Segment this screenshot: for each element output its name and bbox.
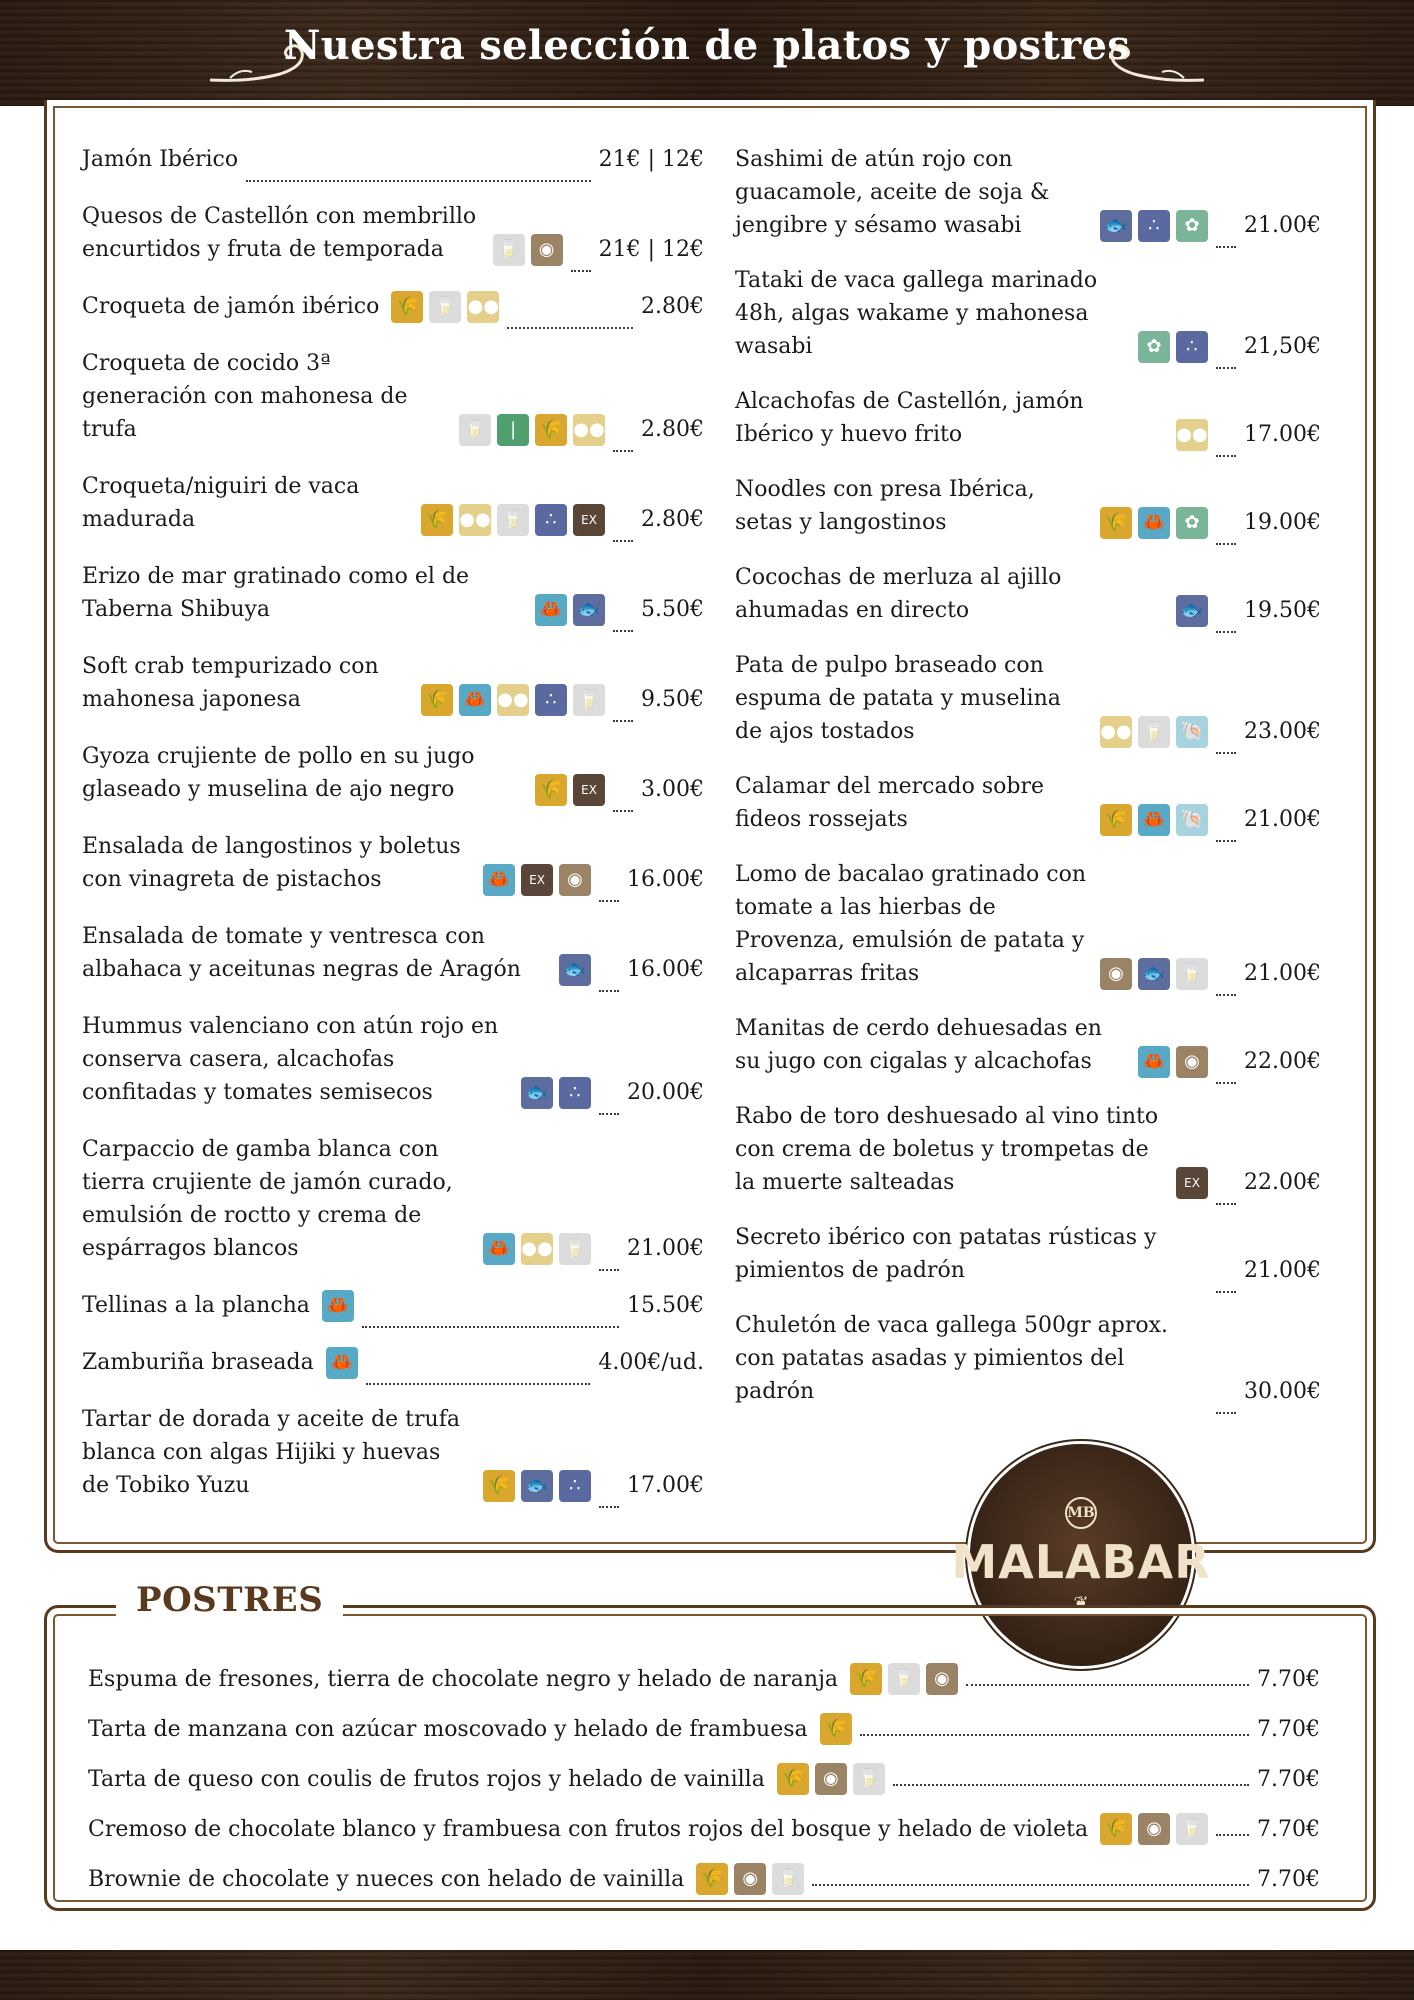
menu-item bbox=[82, 347, 704, 446]
menu-item bbox=[82, 650, 704, 716]
logo-ornament-icon: ❦ bbox=[1073, 1592, 1089, 1614]
leader-dots bbox=[599, 900, 619, 902]
leader-dots bbox=[1216, 455, 1236, 457]
dessert-item bbox=[88, 1804, 1320, 1854]
dessert-price: 7.70€ bbox=[1257, 1716, 1320, 1742]
menu-item-name: Secreto ibérico con patatas rústicas y pimientos de padrón bbox=[735, 1225, 1157, 1283]
soy-allergen-icon: ∴ bbox=[1176, 331, 1208, 363]
menu-item-price: 30.00€ bbox=[1244, 1379, 1321, 1404]
soy-allergen-icon: ∴ bbox=[1138, 210, 1170, 242]
leader-dots bbox=[613, 630, 633, 632]
crustacean-allergen-icon: 🦀 bbox=[1138, 1046, 1170, 1078]
milk-allergen-icon: 🥛 bbox=[1176, 958, 1208, 990]
milk-allergen-icon: 🥛 bbox=[853, 1763, 885, 1795]
menu-item-name: Quesos de Castellón con membrillo encurtidos y fruta de temporada bbox=[82, 204, 477, 262]
menu-item bbox=[82, 560, 704, 626]
egg-allergen-icon: ●● bbox=[521, 1233, 553, 1265]
allergen-icons bbox=[559, 954, 591, 986]
milk-allergen-icon: 🥛 bbox=[497, 504, 529, 536]
allergen-icons bbox=[322, 1290, 354, 1322]
dessert-price: 7.70€ bbox=[1257, 1816, 1320, 1842]
fish-allergen-icon: 🐟 bbox=[1138, 958, 1170, 990]
menu-item-price: 16.00€ bbox=[627, 957, 704, 982]
menu-item-name: Ensalada de tomate y ventresca con albahaca y aceitunas negras de Aragón bbox=[82, 924, 521, 982]
menu-item-name: Cocochas de merluza al ajillo ahumadas en directo bbox=[735, 565, 1062, 623]
crustacean-allergen-icon: 🦀 bbox=[535, 594, 567, 626]
leader-dots bbox=[1216, 994, 1236, 996]
allergen-icons bbox=[1176, 1167, 1208, 1199]
right-menu-column bbox=[735, 143, 1321, 1430]
allergen-icons bbox=[1176, 595, 1208, 627]
milk-allergen-icon: 🥛 bbox=[1138, 716, 1170, 748]
crustacean-allergen-icon: 🦀 bbox=[1138, 507, 1170, 539]
menu-item-price: 21€ | 12€ bbox=[598, 147, 704, 172]
allergen-icons bbox=[391, 291, 499, 323]
menu-item bbox=[82, 740, 704, 806]
menu-item-price: 3.00€ bbox=[641, 777, 704, 802]
allergen-icons bbox=[1100, 1813, 1208, 1845]
leader-dots bbox=[599, 990, 619, 992]
sulphite-allergen-icon: EX bbox=[1176, 1167, 1208, 1199]
fish-allergen-icon: 🐟 bbox=[559, 954, 591, 986]
menu-item-name: Tataki de vaca gallega marinado 48h, algas wakame y mahonesa wasabi bbox=[735, 268, 1098, 359]
leader-dots bbox=[1216, 543, 1236, 545]
menu-item-name: Calamar del mercado sobre fideos rossejats bbox=[735, 774, 1045, 832]
gluten-allergen-icon: 🌾 bbox=[421, 504, 453, 536]
menu-item-name: Manitas de cerdo dehuesadas en su jugo con cigalas y alcachofas bbox=[735, 1016, 1102, 1074]
leader-dots bbox=[812, 1884, 1249, 1886]
gluten-allergen-icon: 🌾 bbox=[421, 684, 453, 716]
dessert-name: Tarta de queso con coulis de frutos rojos y helado de vainilla bbox=[88, 1766, 765, 1792]
sulphite-allergen-icon: EX bbox=[573, 504, 605, 536]
leader-dots bbox=[1216, 1412, 1236, 1414]
allergen-icons bbox=[1100, 507, 1208, 539]
menu-item bbox=[735, 143, 1321, 242]
nuts-allergen-icon: ◉ bbox=[559, 864, 591, 896]
nuts-allergen-icon: ◉ bbox=[1176, 1046, 1208, 1078]
milk-allergen-icon: 🥛 bbox=[459, 414, 491, 446]
left-menu-column bbox=[82, 143, 704, 1526]
nuts-allergen-icon: ◉ bbox=[531, 234, 563, 266]
leader-dots bbox=[613, 540, 633, 542]
menu-item-price: 17.00€ bbox=[627, 1473, 704, 1498]
menu-item-name: Ensalada de langostinos y boletus con vinagreta de pistachos bbox=[82, 834, 461, 892]
milk-allergen-icon: 🥛 bbox=[559, 1233, 591, 1265]
milk-allergen-icon: 🥛 bbox=[573, 684, 605, 716]
menu-item bbox=[735, 1012, 1321, 1078]
allergen-icons bbox=[820, 1713, 852, 1745]
footer-bar bbox=[0, 1950, 1414, 2000]
gluten-allergen-icon: 🌾 bbox=[535, 774, 567, 806]
leader-dots bbox=[507, 327, 633, 329]
menu-item-name: Lomo de bacalao gratinado con tomate a las hierbas de Provenza, emulsión de patata y alcaparras fritas bbox=[735, 862, 1087, 986]
menu-item-price: 2.80€ bbox=[641, 294, 704, 319]
crustacean-allergen-icon: 🦀 bbox=[326, 1347, 358, 1379]
crustacean-allergen-icon: 🦀 bbox=[322, 1290, 354, 1322]
soy-allergen-icon: ∴ bbox=[535, 684, 567, 716]
menu-item-name: Croqueta de cocido 3ª generación con mahonesa de trufa bbox=[82, 351, 408, 442]
menu-item-price: 19.50€ bbox=[1244, 598, 1321, 623]
crustacean-allergen-icon: 🦀 bbox=[1138, 804, 1170, 836]
leader-dots bbox=[893, 1784, 1249, 1786]
menu-item-name: Rabo de toro deshuesado al vino tinto con crema de boletus y trompetas de la muerte salteadas bbox=[735, 1104, 1159, 1195]
allergen-icons bbox=[483, 864, 591, 896]
gluten-allergen-icon: 🌾 bbox=[777, 1763, 809, 1795]
nuts-allergen-icon: ◉ bbox=[1100, 958, 1132, 990]
egg-allergen-icon: ●● bbox=[467, 291, 499, 323]
menu-item-name: Tartar de dorada y aceite de trufa blanca con algas Hijiki y huevas de Tobiko Yuzu bbox=[82, 1407, 460, 1498]
leader-dots bbox=[599, 1506, 619, 1508]
allergen-icons bbox=[521, 1077, 591, 1109]
leader-dots bbox=[1216, 840, 1236, 842]
menu-item-name: Alcachofas de Castellón, jamón Ibérico y huevo frito bbox=[735, 389, 1084, 447]
menu-item-price: 22.00€ bbox=[1244, 1049, 1321, 1074]
nuts-allergen-icon: ◉ bbox=[734, 1863, 766, 1895]
mollusc-allergen-icon: 🐚 bbox=[1176, 716, 1208, 748]
menu-item bbox=[735, 473, 1321, 539]
menu-item bbox=[82, 1346, 704, 1379]
menu-item-name: Chuletón de vaca gallega 500gr aprox. con patatas asadas y pimientos del padrón bbox=[735, 1313, 1168, 1404]
dessert-item bbox=[88, 1704, 1320, 1754]
menu-item bbox=[735, 264, 1321, 363]
menu-item-name: Jamón Ibérico bbox=[82, 147, 239, 172]
allergen-icons bbox=[1100, 958, 1208, 990]
egg-allergen-icon: ●● bbox=[459, 504, 491, 536]
leader-dots bbox=[599, 1113, 619, 1115]
leader-dots bbox=[1216, 367, 1236, 369]
allergen-icons bbox=[777, 1763, 885, 1795]
menu-item-name: Gyoza crujiente de pollo en su jugo glaseado y muselina de ajo negro bbox=[82, 744, 475, 802]
desserts-list bbox=[88, 1654, 1320, 1904]
dessert-item bbox=[88, 1754, 1320, 1804]
gluten-allergen-icon: 🌾 bbox=[696, 1863, 728, 1895]
leader-dots bbox=[1216, 1291, 1236, 1293]
menu-item-price: 17.00€ bbox=[1244, 422, 1321, 447]
allergen-icons bbox=[535, 774, 605, 806]
menu-item bbox=[82, 143, 704, 176]
desserts-title: POSTRES bbox=[116, 1580, 343, 1620]
menu-item bbox=[735, 1100, 1321, 1199]
milk-allergen-icon: 🥛 bbox=[429, 291, 461, 323]
right-flourish-icon bbox=[1094, 38, 1204, 88]
fish-allergen-icon: 🐟 bbox=[1176, 595, 1208, 627]
menu-item-name: Hummus valenciano con atún rojo en conserva casera, alcachofas confitadas y tomates semisecos bbox=[82, 1014, 499, 1105]
leader-dots bbox=[860, 1734, 1249, 1736]
menu-item bbox=[735, 1309, 1321, 1408]
leader-dots bbox=[1216, 246, 1236, 248]
allergen-icons bbox=[483, 1470, 591, 1502]
menu-item-price: 23.00€ bbox=[1244, 719, 1321, 744]
menu-item bbox=[82, 1289, 704, 1322]
crustacean-allergen-icon: 🦀 bbox=[483, 864, 515, 896]
allergen-icons bbox=[1176, 419, 1208, 451]
logo-text: MALABAR bbox=[951, 1534, 1211, 1589]
fish-allergen-icon: 🐟 bbox=[1100, 210, 1132, 242]
menu-item bbox=[735, 858, 1321, 990]
menu-item-price: 21.00€ bbox=[1244, 807, 1321, 832]
menu-item-name: Soft crab tempurizado con mahonesa japonesa bbox=[82, 654, 379, 712]
egg-allergen-icon: ●● bbox=[573, 414, 605, 446]
menu-item-price: 21.00€ bbox=[1244, 213, 1321, 238]
sulphite-allergen-icon: EX bbox=[521, 864, 553, 896]
menu-item-price: 15.50€ bbox=[627, 1293, 704, 1318]
gluten-allergen-icon: 🌾 bbox=[391, 291, 423, 323]
menu-item bbox=[82, 290, 704, 323]
menu-item-price: 21.00€ bbox=[627, 1236, 704, 1261]
menu-item-price: 2.80€ bbox=[641, 507, 704, 532]
dessert-price: 7.70€ bbox=[1257, 1866, 1320, 1892]
dessert-item bbox=[88, 1654, 1320, 1704]
mollusc-allergen-icon: 🐚 bbox=[1176, 804, 1208, 836]
menu-item bbox=[82, 1403, 704, 1502]
leader-dots bbox=[571, 270, 591, 272]
menu-item bbox=[82, 1010, 704, 1109]
allergen-icons bbox=[483, 1233, 591, 1265]
leader-dots bbox=[362, 1326, 619, 1328]
menu-item-price: 20.00€ bbox=[627, 1080, 704, 1105]
menu-item-price: 21€ | 12€ bbox=[598, 237, 704, 262]
allergen-icons bbox=[1138, 331, 1208, 363]
menu-item-price: 21,50€ bbox=[1244, 334, 1321, 359]
crustacean-allergen-icon: 🦀 bbox=[459, 684, 491, 716]
menu-item bbox=[735, 561, 1321, 627]
allergen-icons bbox=[850, 1663, 958, 1695]
menu-item-price: 21.00€ bbox=[1244, 1258, 1321, 1283]
leader-dots bbox=[613, 720, 633, 722]
menu-item-name: Zamburiña braseada bbox=[82, 1350, 314, 1375]
gluten-allergen-icon: 🌾 bbox=[1100, 1813, 1132, 1845]
menu-item-price: 22.00€ bbox=[1244, 1170, 1321, 1195]
fish-allergen-icon: 🐟 bbox=[521, 1470, 553, 1502]
leader-dots bbox=[246, 180, 590, 182]
menu-item-price: 4.00€/ud. bbox=[598, 1350, 704, 1375]
menu-item bbox=[735, 1221, 1321, 1287]
allergen-icons bbox=[421, 684, 605, 716]
gluten-allergen-icon: 🌾 bbox=[483, 1470, 515, 1502]
dessert-name: Brownie de chocolate y nueces con helado de vainilla bbox=[88, 1866, 685, 1892]
nuts-allergen-icon: ◉ bbox=[815, 1763, 847, 1795]
leader-dots bbox=[613, 450, 633, 452]
leader-dots bbox=[1216, 1082, 1236, 1084]
menu-item-name: Erizo de mar gratinado como el de Taberna Shibuya bbox=[82, 564, 470, 622]
menu-item bbox=[735, 649, 1321, 748]
menu-item bbox=[82, 470, 704, 536]
nuts-allergen-icon: ◉ bbox=[926, 1663, 958, 1695]
menu-item-name: Croqueta de jamón ibérico bbox=[82, 294, 380, 319]
dessert-price: 7.70€ bbox=[1257, 1666, 1320, 1692]
leader-dots bbox=[1216, 1834, 1249, 1836]
menu-item bbox=[82, 200, 704, 266]
menu-item-price: 21.00€ bbox=[1244, 961, 1321, 986]
crustacean-allergen-icon: 🦀 bbox=[483, 1233, 515, 1265]
allergen-icons bbox=[535, 594, 605, 626]
leader-dots bbox=[366, 1383, 591, 1385]
leader-dots bbox=[613, 810, 633, 812]
egg-allergen-icon: ●● bbox=[1100, 716, 1132, 748]
nuts-allergen-icon: ◉ bbox=[1138, 1813, 1170, 1845]
gluten-allergen-icon: 🌾 bbox=[1100, 804, 1132, 836]
dessert-price: 7.70€ bbox=[1257, 1766, 1320, 1792]
milk-allergen-icon: 🥛 bbox=[493, 234, 525, 266]
menu-item-name: Sashimi de atún rojo con guacamole, aceite de soja & jengibre y sésamo wasabi bbox=[735, 147, 1050, 238]
leader-dots bbox=[1216, 631, 1236, 633]
mustard-allergen-icon: ✿ bbox=[1176, 507, 1208, 539]
dessert-item bbox=[88, 1854, 1320, 1904]
header-bar bbox=[0, 0, 1414, 106]
allergen-icons bbox=[1100, 716, 1208, 748]
egg-allergen-icon: ●● bbox=[497, 684, 529, 716]
menu-item bbox=[82, 920, 704, 986]
milk-allergen-icon: 🥛 bbox=[1176, 1813, 1208, 1845]
soy-allergen-icon: ∴ bbox=[559, 1470, 591, 1502]
menu-item-price: 2.80€ bbox=[641, 417, 704, 442]
milk-allergen-icon: 🥛 bbox=[888, 1663, 920, 1695]
leader-dots bbox=[1216, 1203, 1236, 1205]
menu-item bbox=[82, 1133, 704, 1265]
allergen-icons bbox=[1100, 804, 1208, 836]
leader-dots bbox=[1216, 752, 1236, 754]
menu-item bbox=[735, 385, 1321, 451]
menu-item-price: 19.00€ bbox=[1244, 510, 1321, 535]
menu-item-price: 9.50€ bbox=[641, 687, 704, 712]
gluten-allergen-icon: 🌾 bbox=[850, 1663, 882, 1695]
gluten-allergen-icon: 🌾 bbox=[535, 414, 567, 446]
soy-allergen-icon: ∴ bbox=[559, 1077, 591, 1109]
logo-badge: MB bbox=[1065, 1497, 1097, 1529]
gluten-allergen-icon: 🌾 bbox=[820, 1713, 852, 1745]
menu-item-name: Carpaccio de gamba blanca con tierra crujiente de jamón curado, emulsión de roctto y crema de espárragos blancos bbox=[82, 1137, 453, 1261]
menu-item-price: 5.50€ bbox=[641, 597, 704, 622]
mustard-allergen-icon: ✿ bbox=[1176, 210, 1208, 242]
leader-dots bbox=[966, 1684, 1249, 1686]
sulphite-allergen-icon: EX bbox=[573, 774, 605, 806]
menu-item-name: Noodles con presa Ibérica, setas y langostinos bbox=[735, 477, 1035, 535]
dessert-name: Cremoso de chocolate blanco y frambuesa con frutos rojos del bosque y helado de violeta bbox=[88, 1816, 1089, 1842]
celery-allergen-icon: ❘ bbox=[497, 414, 529, 446]
page-title: Nuestra selección de platos y postres bbox=[283, 22, 1131, 69]
menu-item-name: Tellinas a la plancha bbox=[82, 1293, 310, 1318]
leader-dots bbox=[599, 1269, 619, 1271]
mustard-allergen-icon: ✿ bbox=[1138, 331, 1170, 363]
milk-allergen-icon: 🥛 bbox=[772, 1863, 804, 1895]
allergen-icons bbox=[493, 234, 563, 266]
allergen-icons bbox=[326, 1347, 358, 1379]
egg-allergen-icon: ●● bbox=[1176, 419, 1208, 451]
allergen-icons bbox=[1100, 210, 1208, 242]
menu-item-name: Croqueta/niguiri de vaca madurada bbox=[82, 474, 360, 532]
menu-item bbox=[735, 770, 1321, 836]
menu-item-price: 16.00€ bbox=[627, 867, 704, 892]
allergen-icons bbox=[696, 1863, 804, 1895]
fish-allergen-icon: 🐟 bbox=[521, 1077, 553, 1109]
soy-allergen-icon: ∴ bbox=[535, 504, 567, 536]
menu-item bbox=[82, 830, 704, 896]
dessert-name: Tarta de manzana con azúcar moscovado y helado de frambuesa bbox=[88, 1716, 808, 1742]
allergen-icons bbox=[459, 414, 605, 446]
fish-allergen-icon: 🐟 bbox=[573, 594, 605, 626]
allergen-icons bbox=[1138, 1046, 1208, 1078]
dessert-name: Espuma de fresones, tierra de chocolate negro y helado de naranja bbox=[88, 1666, 839, 1692]
allergen-icons bbox=[421, 504, 605, 536]
gluten-allergen-icon: 🌾 bbox=[1100, 507, 1132, 539]
menu-item-name: Pata de pulpo braseado con espuma de patata y muselina de ajos tostados bbox=[735, 653, 1061, 744]
